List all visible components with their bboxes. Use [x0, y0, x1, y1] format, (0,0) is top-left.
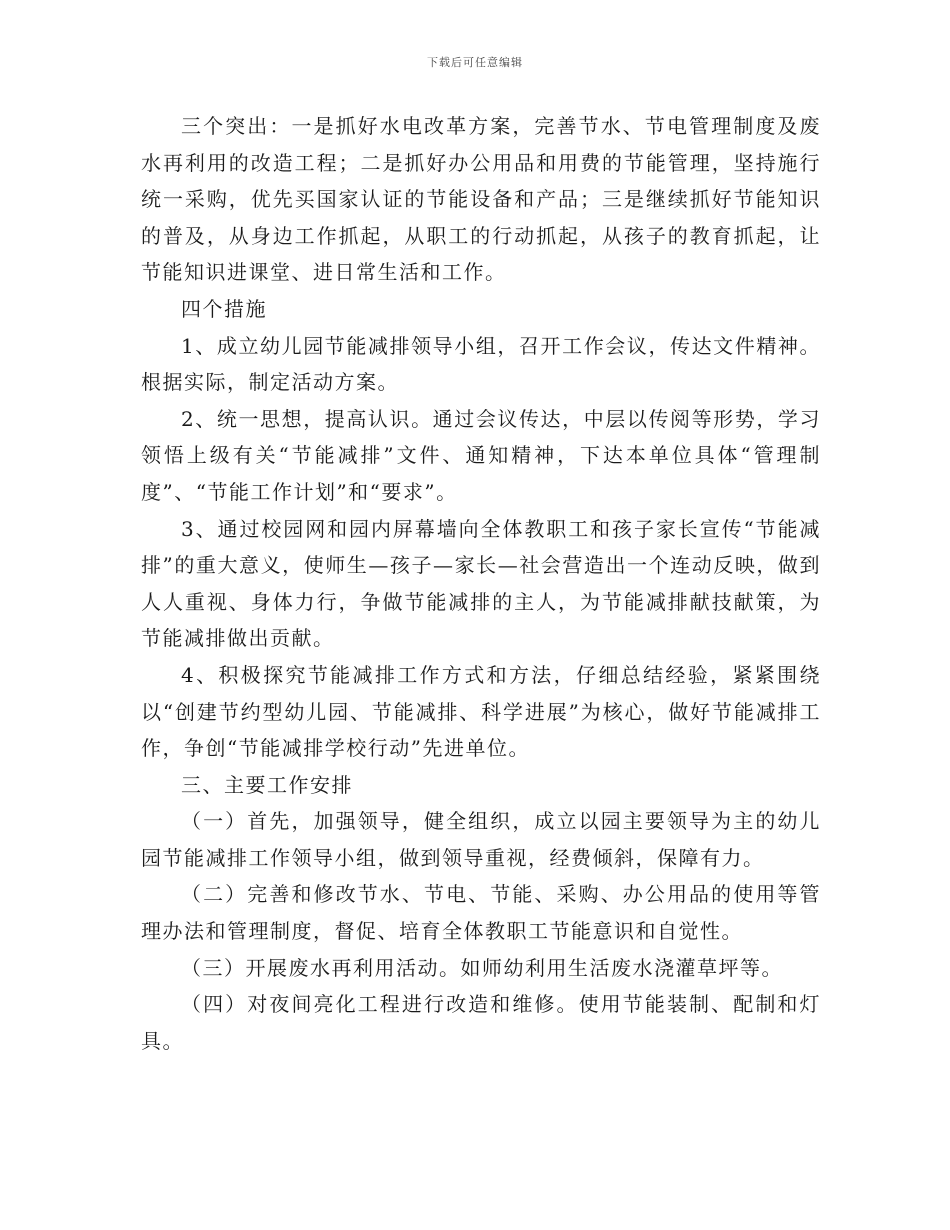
page-header: 下载后可任意编辑 — [427, 56, 523, 69]
heading-main-arrangements: 三、主要工作安排 — [181, 772, 353, 797]
heading-four-measures: 四个措施 — [181, 296, 267, 321]
paragraph-arrangement-4: （四）对夜间亮化工程进行改造和维修。使用节能装制、配制和灯具。 — [141, 992, 821, 1053]
paragraph-measure-2: 2、统一思想，提高认识。通过会议传达，中层以传阅等形势，学习领悟上级有关“节能减排”文件、通知精神，下达本单位具体“管理制度”、“节能工作计划”和“要求”。 — [141, 406, 821, 504]
paragraph-measure-3: 3、通过校园网和园内屏幕墙向全体教职工和孩子家长宣传“节能减排”的重大意义，使师生—孩子—家长—社会营造出一个连动反映，做到人人重视、身体力行，争做节能减排的主人，为节能减排献技献策，为节能减排做出贡献。 — [141, 516, 821, 651]
paragraph-arrangement-1: （一）首先，加强领导，健全组织，成立以园主要领导为主的幼儿园节能减排工作领导小组，做到领导重视，经费倾斜，保障有力。 — [141, 809, 821, 870]
paragraph-three-highlights: 三个突出：一是抓好水电改革方案，完善节水、节电管理制度及废水再利用的改造工程；二是抓好办公用品和用费的节能管理，坚持施行统一采购，优先买国家认证的节能设备和产品；三是继续抓好节能知识的普及，从身边工作抓起，从职工的行动抓起，从孩子的教育抓起，让节能知识进课堂、进日常生活和工作。 — [141, 114, 821, 285]
paragraph-measure-1: 1、成立幼儿园节能减排领导小组，召开工作会议，传达文件精神。根据实际，制定活动方案。 — [141, 333, 821, 395]
paragraph-arrangement-2: （二）完善和修改节水、节电、节能、采购、办公用品的使用等管理办法和管理制度，督促、培育全体教职工节能意识和自觉性。 — [141, 882, 821, 944]
paragraph-measure-4: 4、积极探究节能减排工作方式和方法，仔细总结经验，紧紧围绕以“创建节约型幼儿园、节能减排、科学进展”为核心，做好节能减排工作，争创“节能减排学校行动”先进单位。 — [141, 662, 821, 761]
paragraph-arrangement-3: （三）开展废水再利用活动。如师幼利用生活废水浇灌草坪等。 — [181, 955, 783, 980]
document-body — [141, 108, 821, 1059]
